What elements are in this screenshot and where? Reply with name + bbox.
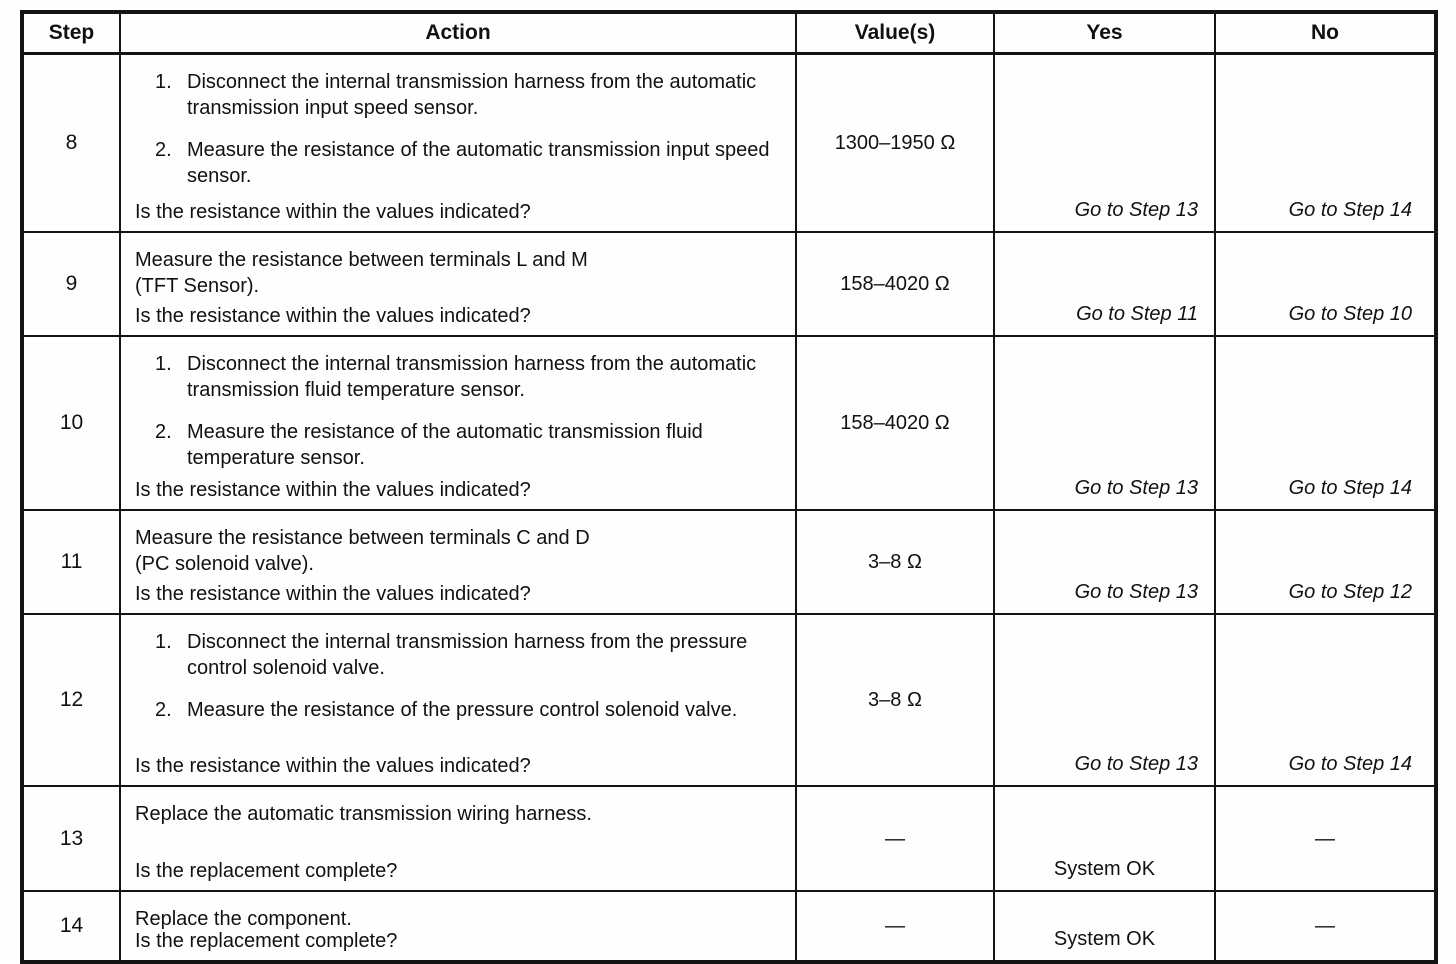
yes-cell — [994, 891, 1215, 962]
action-item-text: Disconnect the internal transmission harness from the pressure control solenoid valve. — [187, 631, 748, 679]
yes-goto: Go to Step 11 — [1076, 303, 1198, 325]
value-cell: 3–8 Ω — [796, 510, 994, 614]
action-question: Is the resistance within the values indicated? — [135, 583, 531, 605]
table-row — [22, 54, 1436, 233]
action-cell — [120, 891, 796, 962]
action-cell — [120, 232, 796, 336]
action-item — [155, 629, 785, 681]
list-number: 2. — [155, 421, 172, 443]
action-question: Is the resistance within the values indicated? — [135, 479, 531, 501]
action-cell — [120, 510, 796, 614]
no-cell — [1215, 510, 1436, 614]
yes-cell — [994, 232, 1215, 336]
yes-system-ok: System OK — [1053, 928, 1156, 950]
action-question: Is the resistance within the values indicated? — [135, 755, 531, 777]
no-goto: Go to Step 14 — [1288, 753, 1412, 775]
header-row — [22, 12, 1436, 54]
list-number: 1. — [155, 71, 172, 93]
no-cell — [1215, 891, 1436, 962]
action-question: Is the replacement complete? — [135, 930, 398, 952]
step-number: 13 — [22, 786, 120, 891]
diagnostic-table — [20, 10, 1438, 964]
header-action: Action — [120, 12, 796, 54]
value-cell: 3–8 Ω — [796, 614, 994, 786]
header-value: Value(s) — [796, 12, 994, 54]
value-cell: 158–4020 Ω — [796, 336, 994, 510]
action-list — [121, 615, 795, 723]
action-line: (TFT Sensor). — [135, 275, 260, 297]
no-goto: Go to Step 10 — [1288, 303, 1412, 325]
action-item-text: Measure the resistance of the pressure control solenoid valve. — [187, 699, 738, 721]
yes-system-ok: System OK — [1053, 858, 1156, 880]
action-line: Measure the resistance between terminals C and D — [135, 527, 590, 549]
action-item-text: Measure the resistance of the automatic transmission fluid temperature sensor. — [187, 421, 703, 469]
action-question: Is the replacement complete? — [135, 860, 398, 882]
action-item — [155, 69, 785, 121]
value-cell — [796, 786, 994, 891]
action-item-text: Measure the resistance of the automatic transmission input speed sensor. — [187, 139, 770, 187]
list-number: 2. — [155, 699, 172, 721]
step-number: 12 — [22, 614, 120, 786]
header-yes: Yes — [994, 12, 1215, 54]
header-step: Step — [22, 12, 120, 54]
action-item-text: Disconnect the internal transmission harness from the automatic transmission input speed sensor. — [187, 71, 757, 119]
action-cell — [120, 786, 796, 891]
no-cell — [1215, 614, 1436, 786]
action-item — [155, 137, 785, 189]
yes-cell — [994, 510, 1215, 614]
table-row — [22, 614, 1436, 786]
action-item — [155, 697, 785, 723]
table-row — [22, 786, 1436, 891]
action-item — [155, 419, 785, 471]
action-line: Replace the component. — [135, 908, 352, 930]
no-cell — [1215, 232, 1436, 336]
step-number: 10 — [22, 336, 120, 510]
action-item-text: Disconnect the internal transmission harness from the automatic transmission fluid temperature sensor. — [187, 353, 757, 401]
yes-cell — [994, 614, 1215, 786]
action-cell — [120, 614, 796, 786]
action-list — [121, 55, 795, 189]
value-dash: — — [885, 915, 905, 937]
no-dash: — — [1315, 827, 1335, 850]
step-number: 9 — [22, 232, 120, 336]
action-text — [121, 233, 795, 299]
list-number: 1. — [155, 631, 172, 653]
table-row — [22, 510, 1436, 614]
yes-goto: Go to Step 13 — [1074, 753, 1198, 775]
action-question: Is the resistance within the values indicated? — [135, 201, 531, 223]
yes-cell — [994, 336, 1215, 510]
value-dash: — — [885, 827, 905, 850]
table-row — [22, 232, 1436, 336]
action-text — [121, 511, 795, 577]
no-dash: — — [1315, 915, 1335, 937]
yes-cell — [994, 786, 1215, 891]
action-item — [155, 351, 785, 403]
action-line: (PC solenoid valve). — [135, 553, 314, 575]
header-no: No — [1215, 12, 1436, 54]
no-cell — [1215, 54, 1436, 233]
yes-goto: Go to Step 13 — [1074, 581, 1198, 603]
no-goto: Go to Step 14 — [1288, 199, 1412, 221]
no-cell — [1215, 336, 1436, 510]
action-cell — [120, 336, 796, 510]
action-text — [121, 892, 795, 932]
value-cell: 158–4020 Ω — [796, 232, 994, 336]
step-number: 14 — [22, 891, 120, 962]
no-cell — [1215, 786, 1436, 891]
step-number: 11 — [22, 510, 120, 614]
no-goto: Go to Step 14 — [1288, 477, 1412, 499]
action-list — [121, 337, 795, 471]
action-line: Replace the automatic transmission wiring harness. — [135, 803, 592, 825]
action-question: Is the resistance within the values indicated? — [135, 305, 531, 327]
step-number: 8 — [22, 54, 120, 233]
action-cell — [120, 54, 796, 233]
table-row — [22, 891, 1436, 962]
value-cell: 1300–1950 Ω — [796, 54, 994, 233]
yes-goto: Go to Step 13 — [1074, 477, 1198, 499]
list-number: 1. — [155, 353, 172, 375]
value-cell — [796, 891, 994, 962]
action-line: Measure the resistance between terminals L and M — [135, 249, 588, 271]
action-text — [121, 787, 795, 827]
list-number: 2. — [155, 139, 172, 161]
table-row — [22, 336, 1436, 510]
no-goto: Go to Step 12 — [1288, 581, 1412, 603]
yes-goto: Go to Step 13 — [1074, 199, 1198, 221]
yes-cell — [994, 54, 1215, 233]
